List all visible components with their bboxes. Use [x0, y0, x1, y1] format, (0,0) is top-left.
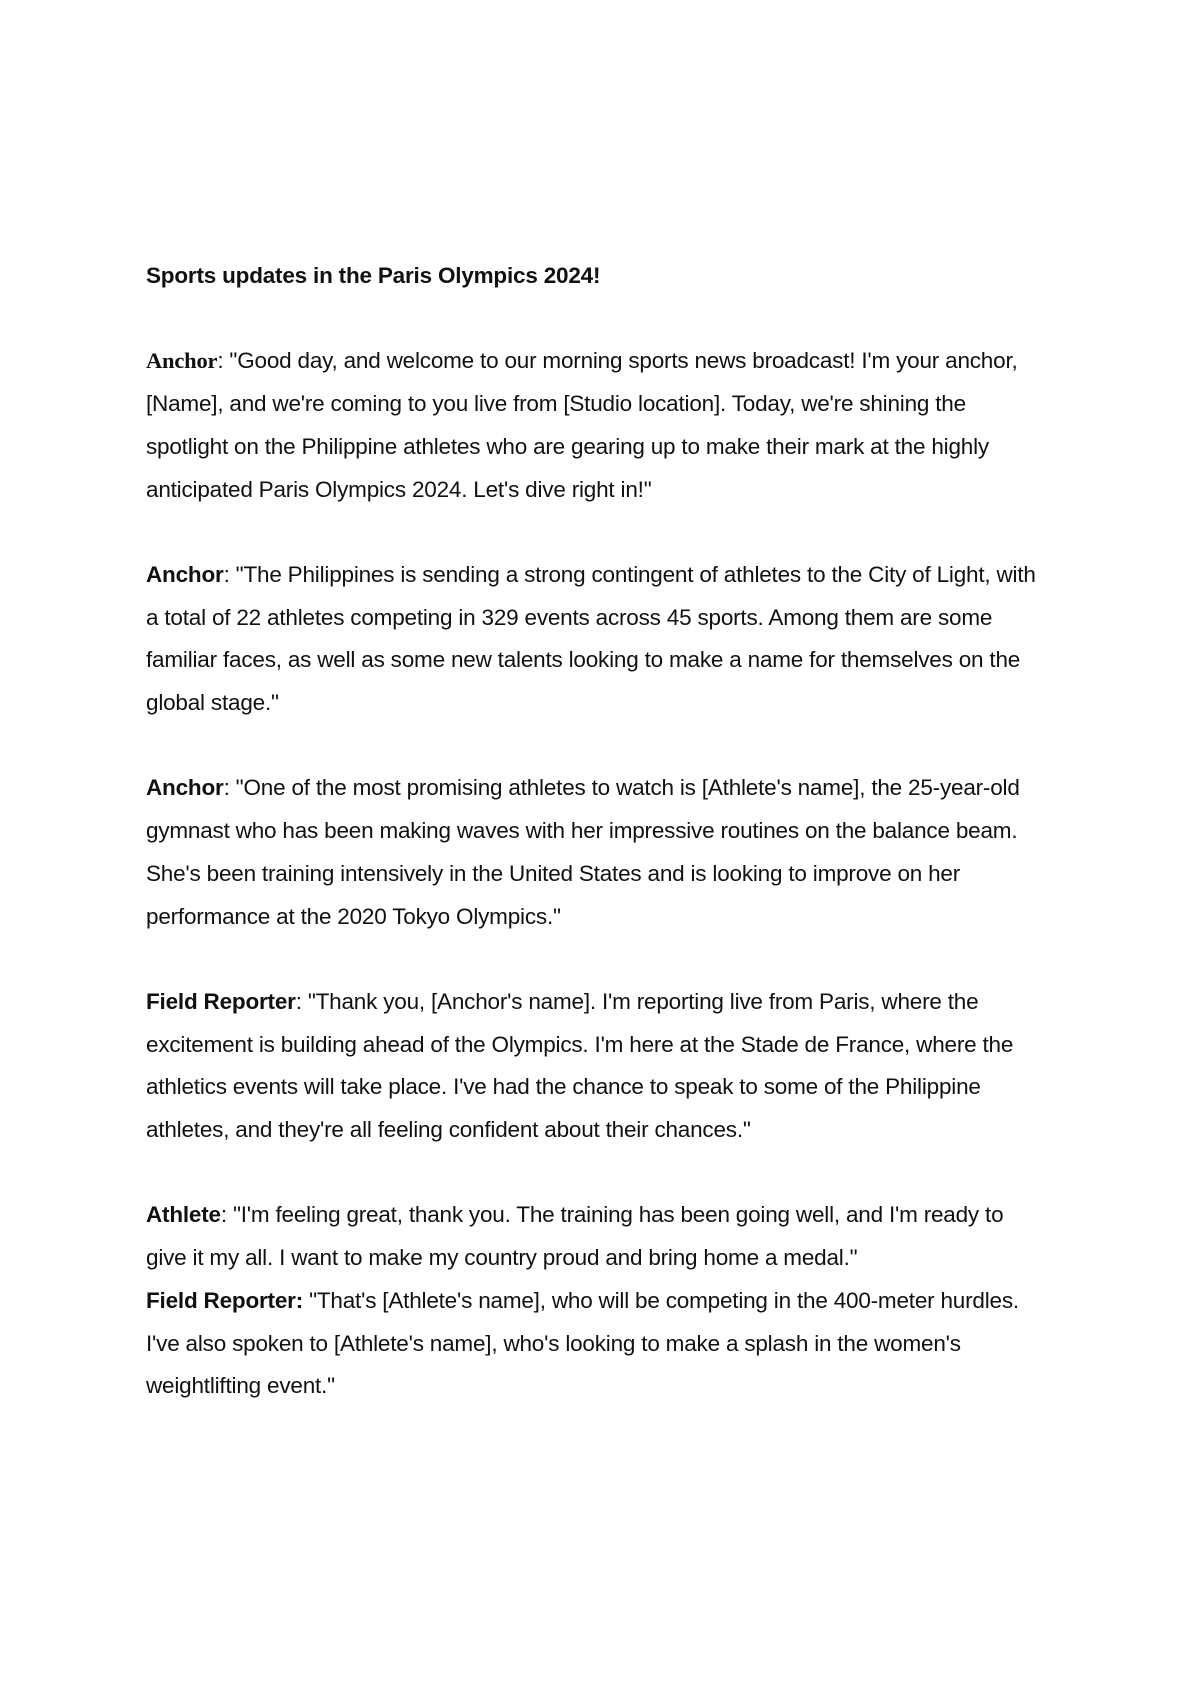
paragraph-text: "That's [Athlete's name], who will be competing in the 400-meter hurdles. I've also spoken to [Athlete's name], who's looking to make a splash in the women's weightlifting event." [146, 1287, 1019, 1399]
speaker-separator: : [223, 561, 236, 587]
paragraph-text: "One of the most promising athletes to watch is [Athlete's name], the 25-year-old gymnast who has been making waves with her impressive routines on the balance beam. She's been training intensively in the United States and is looking to improve on her performance at the 2020 Tokyo Olympics." [146, 775, 1020, 929]
speaker-label: Athlete [146, 1202, 221, 1228]
paragraph-athlete-quote [146, 1194, 1046, 1279]
paragraph-field-reporter-paris [146, 981, 1046, 1152]
paragraph-anchor-contingent [146, 554, 1046, 725]
paragraph-text: "Good day, and welcome to our morning sports news broadcast! I'm your anchor, [Name], and we're coming to you live from [Studio location]. Today, we're shining the spotlight on the Philippine athletes who are gearing up to make their mark at the highly anticipated Paris Olympics 2024. Let's dive right in!" [146, 348, 1018, 502]
document-body [146, 255, 1046, 1451]
speaker-label: Field Reporter [146, 988, 296, 1014]
paragraph-anchor-intro [146, 340, 1046, 511]
paragraph-text: "I'm feeling great, thank you. The training has been going well, and I'm ready to give it my all. I want to make my country proud and bring home a medal." [146, 1202, 1004, 1271]
paragraph-text: "The Philippines is sending a strong contingent of athletes to the City of Light, with a total of 22 athletes competing in 329 events across 45 sports. Among them are some familiar faces, as well as some new talents looking to make a name for themselves on the global stage." [146, 561, 1036, 715]
speaker-label: Anchor [146, 561, 224, 587]
paragraph-text: "Thank you, [Anchor's name]. I'm reporting live from Paris, where the excitement is building ahead of the Olympics. I'm here at the Stade de France, where the athletics events will take place. I've had the chance to speak to some of the Philippine athletes, and they're all feeling confident about their chances." [146, 988, 1014, 1142]
speaker-separator: : [223, 775, 236, 801]
speaker-separator: : [220, 1202, 233, 1228]
speaker-label: Anchor [146, 348, 218, 374]
speaker-separator: : [217, 348, 230, 374]
speaker-label: Anchor [146, 775, 224, 801]
document-title: Sports updates in the Paris Olympics 2024! [146, 263, 601, 288]
paragraph-anchor-gymnast [146, 767, 1046, 938]
speaker-label: Field Reporter: [146, 1287, 304, 1313]
paragraph-field-reporter-hurdles [146, 1280, 1046, 1408]
speaker-separator: : [295, 988, 308, 1014]
